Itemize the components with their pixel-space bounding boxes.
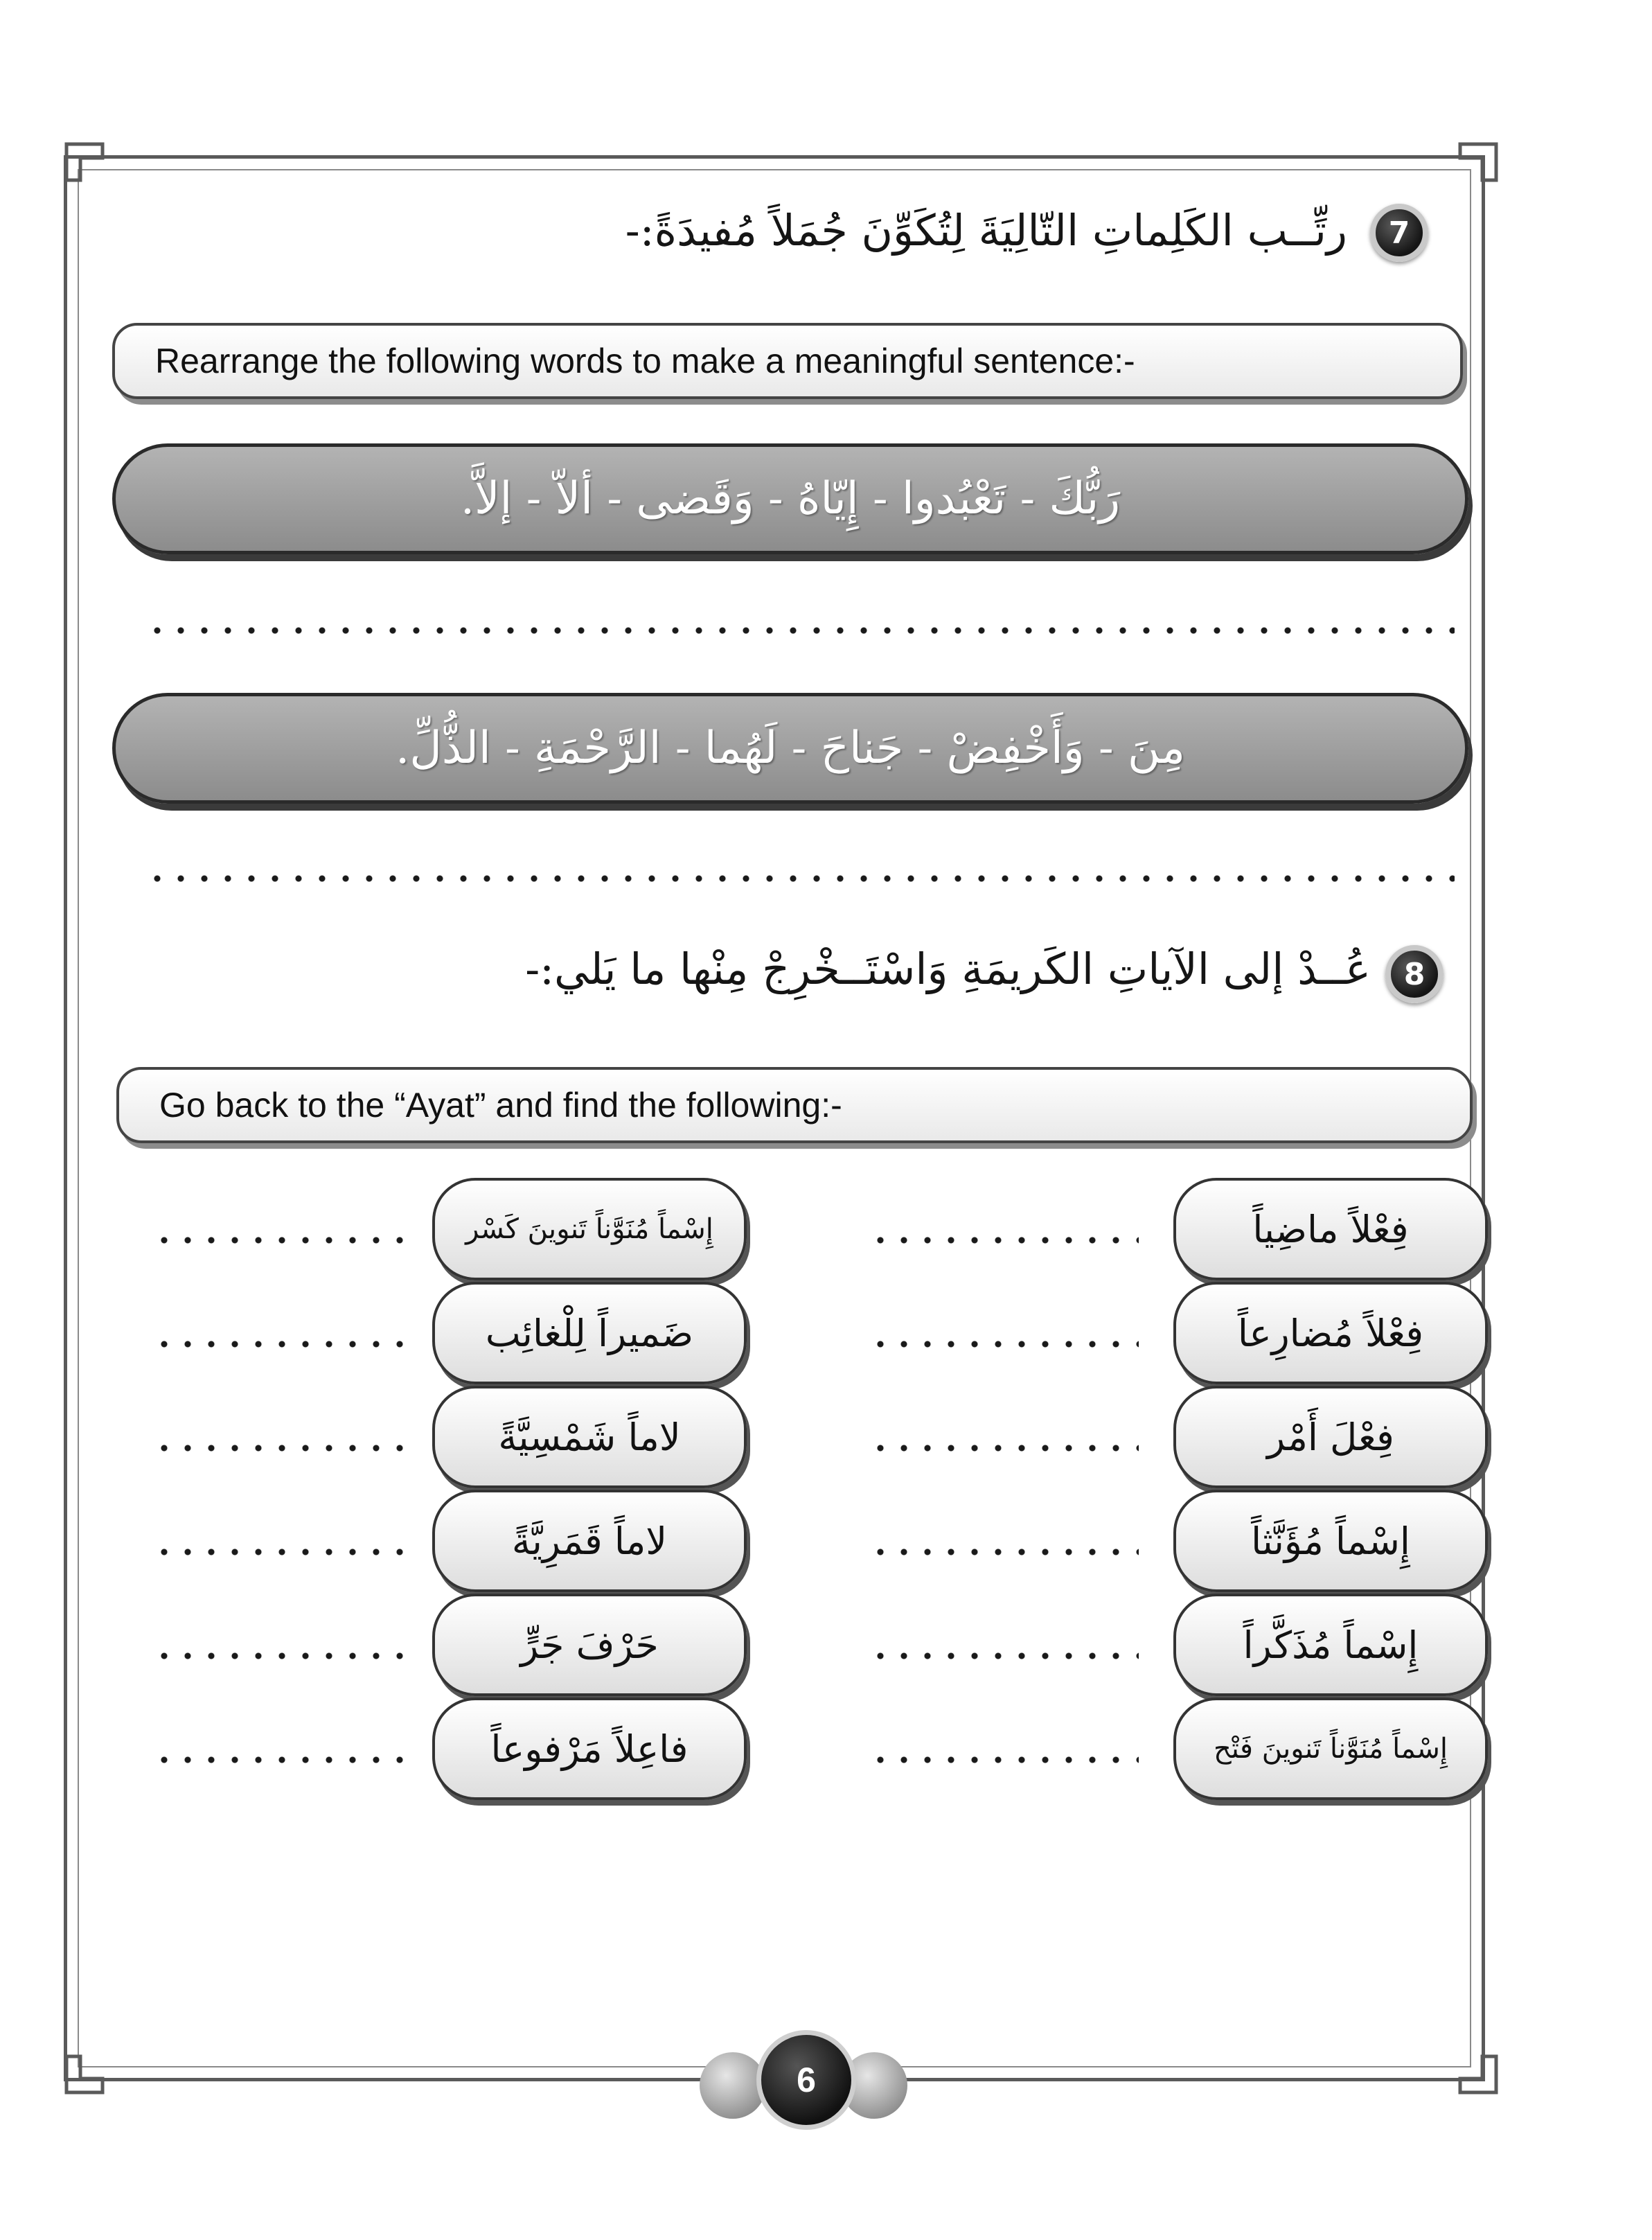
sentence2-words: مِنَ - وَأَخْفِضْ - جَناحَ - لَهُما - الرَّحْمَةِ - الذُّلِّ. — [396, 723, 1185, 774]
sentence1-words: رَبُّكَ - تَعْبُدوا - إِيّاهُ - وَقَضى - ألاّ - إلاَّ. — [460, 473, 1121, 524]
item-feminine-noun: إِسْماً مُؤَنَّثاً — [1173, 1490, 1488, 1592]
item-nominative-subject: فاعِلاً مَرْفوعاً — [432, 1697, 747, 1800]
section8-english-instruction: Go back to the “Ayat” and find the following:- — [116, 1067, 1473, 1143]
answer-line-sun-lam[interactable] — [152, 1444, 409, 1452]
item-imperative-verb: فِعْلَ أَمْر — [1173, 1386, 1488, 1488]
frame-corner-ornament-bottom-right — [1457, 2054, 1499, 2095]
answer-line-absent-pronoun[interactable] — [152, 1340, 409, 1348]
sentence2-answer-line[interactable] — [145, 874, 1455, 883]
answer-line-preposition[interactable] — [152, 1652, 409, 1660]
frame-corner-ornament-top-right — [1457, 141, 1499, 183]
page-number: 6 — [756, 2030, 856, 2130]
sentence1-word-bar — [112, 443, 1468, 554]
answer-line-noun-tanween-kasr[interactable] — [152, 1236, 409, 1244]
answer-line-noun-tanween-fath[interactable] — [869, 1756, 1139, 1764]
answer-line-nominative-subject[interactable] — [152, 1756, 409, 1764]
item-noun-tanween-kasr: إِسْماً مُنَوَّناً تَنوينَ كَسْر — [432, 1178, 747, 1280]
sentence2-word-bar — [112, 693, 1468, 804]
sentence1-answer-line[interactable] — [145, 626, 1455, 635]
item-past-verb: فِعْلاً ماضِياً — [1173, 1178, 1488, 1280]
answer-line-masculine-noun[interactable] — [869, 1652, 1139, 1660]
answer-line-feminine-noun[interactable] — [869, 1548, 1139, 1556]
answer-line-past-verb[interactable] — [869, 1236, 1139, 1244]
answer-line-imperative-verb[interactable] — [869, 1444, 1139, 1452]
item-preposition: حَرْفَ جَرٍّ — [432, 1594, 747, 1696]
item-masculine-noun: إِسْماً مُذَكَّراً — [1173, 1594, 1488, 1696]
answer-line-moon-lam[interactable] — [152, 1548, 409, 1556]
section7-english-instruction: Rearrange the following words to make a meaningful sentence:- — [112, 323, 1463, 399]
item-absent-pronoun: ضَميراً لِلْغائِب — [432, 1282, 747, 1384]
answer-line-present-verb[interactable] — [869, 1340, 1139, 1348]
item-noun-tanween-fath: إِسْماً مُنَوَّناً تَنوينَ فَتْح — [1173, 1697, 1488, 1800]
item-moon-lam: لاماً قَمَرِيَّةً — [432, 1490, 747, 1592]
item-sun-lam: لاماً شَمْسِيَّةً — [432, 1386, 747, 1488]
page-number-badge — [700, 2030, 907, 2134]
item-present-verb: فِعْلاً مُضارِعاً — [1173, 1282, 1488, 1384]
section8-arabic-heading: عُــدْ إلى الآياتِ الكَريمَةِ وَاسْتَــخْرِجْ مِنْها ما يَلي:- — [525, 944, 1371, 994]
question-number-badge-8: 8 — [1385, 945, 1444, 1003]
frame-corner-ornament-top-left — [64, 141, 105, 183]
section7-arabic-heading: رتِّــب الكَلِماتِ التّالِيَةَ لِتُكَوِّنَ جُمَلاً مُفيدَةً:- — [625, 205, 1347, 256]
frame-corner-ornament-bottom-left — [64, 2054, 105, 2095]
question-number-badge-7: 7 — [1370, 204, 1428, 262]
